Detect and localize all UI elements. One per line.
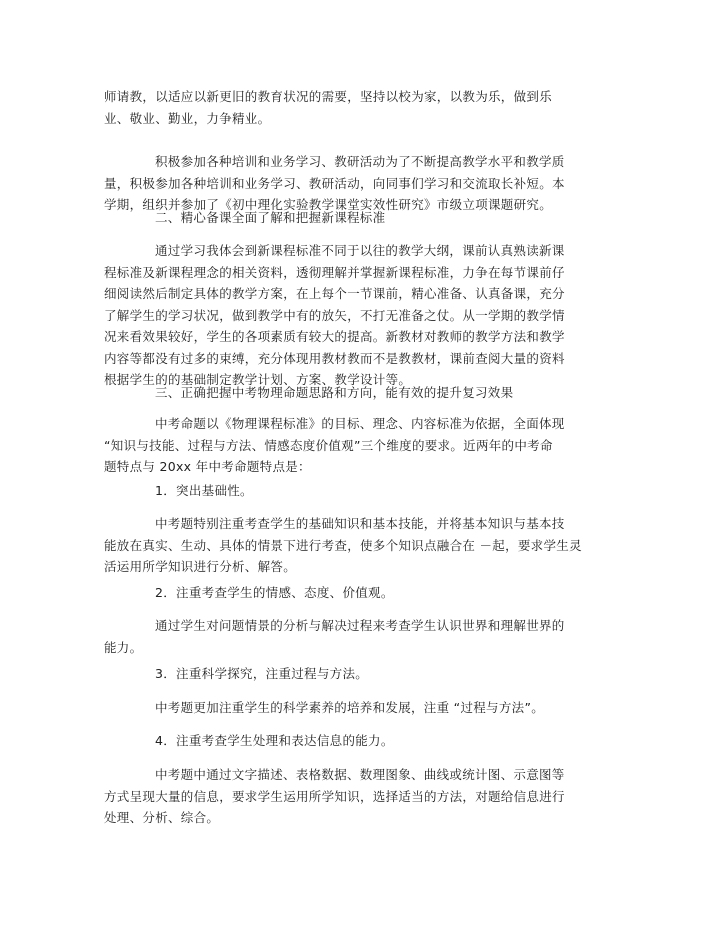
list-item-2 [104,582,604,604]
text-line: 中考题特别注重考查学生的基础知识和基本技能，并将基本知识与基本技 [155,516,565,531]
text-line: 方式呈现大量的信息，要求学生运用所学知识，选择适当的方法，对题给信息进行 [104,788,565,804]
text-line: 积极参加各种培训和业务学习、教研活动为了不断提高教学水平和教学质 [155,154,565,169]
section-heading-2 [104,207,604,229]
list-item-text: 2．注重考查学生的情感、态度、价值观。 [155,585,394,600]
text-line: 通过学生对问题情景的分析与解决过程来考查学生认识世界和理解世界的 [155,618,565,633]
text-line: 处理、分析、综合。 [104,810,220,825]
text-line: 况来看效果较好，学生的各项素质有较大的提高。新教材对教师的教学方法和教学 [104,329,565,344]
text-line: 学期，组织并参加了《初中理化实验教学课堂实效性研究》市级立项课题研究。 [104,197,553,212]
text-line: 师请教，以适应以新更旧的教育状况的需要，坚持以校为家，以教为乐，做到乐 [104,89,553,104]
text-line: 中考题更加注重学生的科学素养的培养和发展，注重 “过程与方法”。 [155,700,545,715]
text-line: 业、敬业、勤业，力争精业。 [104,110,271,126]
text-line: 题特点与 20xx 年中考命题特点是： [104,459,311,474]
paragraph-exam-proposition [104,413,604,478]
paragraph-basics [104,513,604,578]
list-item-text: 4．注重考查学生处理和表达信息的能力。 [155,733,394,748]
paragraph-information [104,764,604,829]
list-item-text: 3．注重科学探究，注重过程与方法。 [155,666,369,681]
heading-text: 二、精心备课全面了解和把握新课程标准 [155,210,386,225]
text-line: 内容等都没有过多的束缚，充分体现用教材教而不是教教材，课前查阅大量的资料 [104,350,565,366]
text-line: 细阅读然后制定具体的教学方案，在上每个一节课前，精心准备、认真备课，充分 [104,286,565,301]
text-line: 能放在真实、生动、具体的情景下进行考查，使多个知识点融合在 －起，要求学生灵 [104,537,582,553]
list-item-text: 1．突出基础性。 [155,483,253,498]
paragraph-training [104,151,604,216]
text-line: 活运用所学知识进行分析、解答。 [104,559,297,574]
paragraph-continuation [104,86,604,129]
text-line: 中考命题以《物理课程标准》的目标、理念、内容标准为依据，全面体现 [155,416,565,431]
list-item-3 [104,663,604,685]
list-item-4 [104,730,604,752]
text-line: 通过学习我体会到新课程标准不同于以往的教学大纲，课前认真熟读新课 [155,243,565,258]
text-line: 根据学生的的基础制定教学计划、方案、教学设计等。 [104,372,412,387]
heading-text: 三、正确把握中考物理命题思路和方向，能有效的提升复习效果 [155,385,514,400]
text-line: 程标准及新课程理念的相关资料，透彻理解并掌握新课程标准，力争在每节课前仔 [104,264,565,280]
text-line: 了解学生的学习状况，做到教学中有的放矢，不打无准备之仗。从一学期的教学情 [104,307,565,323]
text-line: “知识与技能、过程与方法、情感态度价值观”三个维度的要求。近两年的中考命 [104,437,553,453]
text-line: 中考题中通过文字描述、表格数据、数理图象、曲线或统计图、示意图等 [155,767,565,782]
list-item-1 [104,480,604,502]
section-heading-3 [104,382,604,404]
paragraph-curriculum [104,240,604,391]
text-line: 量，积极参加各种培训和业务学习、教研活动，向同事们学习和交流取长补短。本 [104,175,565,191]
paragraph-situations [104,615,604,658]
text-line: 能力。 [104,639,143,655]
paragraph-scientific-literacy [104,697,604,719]
